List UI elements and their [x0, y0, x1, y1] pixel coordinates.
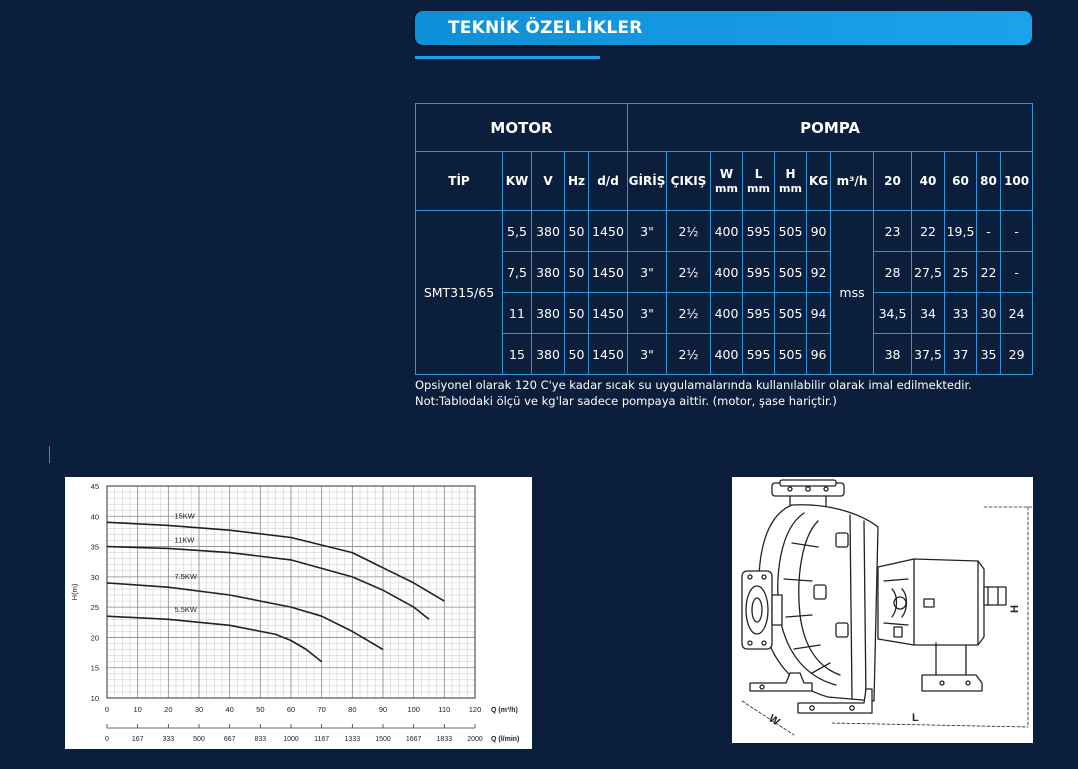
cell-q20: 34,5: [874, 293, 912, 334]
cell-q100: -: [1001, 252, 1033, 293]
dimension-label-h: H: [1009, 605, 1021, 613]
cell-l: 595: [743, 252, 775, 293]
series-label: 15KW: [174, 511, 195, 521]
cell-giris: 3": [628, 334, 667, 375]
cell-v: 380: [532, 334, 565, 375]
notes: [415, 377, 972, 409]
cell-q60: 37: [945, 334, 977, 375]
cell-w: 400: [711, 334, 743, 375]
y-tick-label: 45: [90, 482, 99, 491]
cell-hz: 50: [565, 252, 589, 293]
cell-q60: 25: [945, 252, 977, 293]
model-cell: SMT315/65: [416, 211, 503, 375]
cell-cikis: 2½: [667, 211, 711, 252]
cell-giris: 3": [628, 293, 667, 334]
cell-kw: 11: [503, 293, 532, 334]
cell-v: 380: [532, 211, 565, 252]
y-tick-label: 10: [90, 694, 99, 703]
series-label: 5.5KW: [174, 605, 197, 615]
x2-tick-label: 167: [131, 736, 144, 743]
cell-h: 505: [775, 252, 807, 293]
section-header: [415, 11, 1032, 45]
cell-w: 400: [711, 252, 743, 293]
col-l-label: L: [754, 166, 763, 181]
x-tick-label: 70: [317, 705, 326, 714]
motor-group-header: MOTOR: [416, 104, 628, 152]
col-h-label: H: [785, 166, 796, 181]
cell-v: 380: [532, 293, 565, 334]
col-q80: 80: [977, 152, 1001, 211]
pump-dimension-drawing: [732, 477, 1033, 743]
cell-q80: 22: [977, 252, 1001, 293]
x2-tick-label: 1167: [314, 736, 330, 743]
cell-dd: 1450: [589, 211, 628, 252]
pump-drawing-panel: [732, 477, 1033, 743]
cell-kw: 15: [503, 334, 532, 375]
x-tick-label: 120: [468, 705, 482, 714]
cell-kg: 96: [807, 334, 831, 375]
col-w-unit: mm: [715, 181, 738, 195]
cell-l: 595: [743, 211, 775, 252]
cell-q20: 28: [874, 252, 912, 293]
cell-q100: -: [1001, 211, 1033, 252]
cell-h: 505: [775, 211, 807, 252]
col-m3h: m³/h: [831, 152, 874, 211]
cell-q80: -: [977, 211, 1001, 252]
header-underline: [415, 56, 600, 59]
cell-q40: 22: [912, 211, 945, 252]
x2-tick-label: 333: [162, 736, 175, 743]
y-tick-label: 15: [90, 663, 99, 673]
x-tick-label: 0: [104, 705, 110, 714]
cell-l: 595: [743, 293, 775, 334]
x-tick-label: 60: [286, 705, 296, 714]
table-row: [416, 334, 1033, 375]
table-row: [416, 252, 1033, 293]
dimension-label-l: L: [912, 712, 919, 724]
cell-q60: 19,5: [945, 211, 977, 252]
col-giris: GİRİŞ: [628, 152, 667, 211]
x-tick-label: 30: [194, 705, 204, 714]
col-w: [711, 152, 743, 211]
cell-cikis: 2½: [667, 252, 711, 293]
y-tick-label: 35: [90, 542, 99, 552]
pompa-group-header: POMPA: [628, 104, 1033, 152]
cell-h: 505: [775, 293, 807, 334]
cell-kw: 5,5: [503, 211, 532, 252]
cell-hz: 50: [565, 334, 589, 375]
performance-chart: [65, 477, 532, 749]
x-tick-label: 40: [225, 705, 234, 714]
cell-q40: 37,5: [912, 334, 945, 375]
x2-tick-label: 1333: [344, 736, 361, 743]
head-unit-cell: mss: [831, 211, 874, 375]
cell-l: 595: [743, 334, 775, 375]
cell-dd: 1450: [589, 334, 628, 375]
cell-dd: 1450: [589, 293, 628, 334]
y-tick-label: 40: [90, 512, 99, 522]
x-tick-label: 20: [164, 705, 173, 714]
note-line-2: Not:Tablodaki ölçü ve kg'lar sadece pompaya aittir. (motor, şase hariçtir.): [415, 394, 837, 408]
dimension-label-w: W: [766, 712, 782, 729]
x-tick-label: 110: [438, 705, 451, 714]
section-title: TEKNİK ÖZELLİKLER: [448, 18, 643, 38]
col-l-unit: mm: [747, 181, 770, 195]
col-h-unit: mm: [779, 181, 802, 195]
col-kg: KG: [807, 152, 831, 211]
cell-q20: 38: [874, 334, 912, 375]
cell-kw: 7,5: [503, 252, 532, 293]
performance-chart-panel: [65, 477, 532, 749]
col-w-label: W: [719, 166, 734, 181]
col-q40: 40: [912, 152, 945, 211]
cell-cikis: 2½: [667, 293, 711, 334]
cell-cikis: 2½: [667, 334, 711, 375]
x2-tick-label: 1667: [405, 736, 422, 743]
x-axis-label: Q (m³/h): [491, 707, 518, 714]
x-tick-label: 90: [378, 705, 388, 714]
x-tick-label: 50: [256, 705, 265, 714]
cell-q80: 35: [977, 334, 1001, 375]
x2-tick-label: 1833: [436, 736, 453, 743]
x2-tick-label: 1500: [375, 736, 391, 743]
y-tick-label: 20: [90, 633, 99, 643]
cell-q80: 30: [977, 293, 1001, 334]
col-tip: TİP: [416, 152, 503, 211]
x2-tick-label: 667: [223, 736, 236, 743]
x2-tick-label: 500: [193, 736, 205, 743]
cell-giris: 3": [628, 211, 667, 252]
x-tick-label: 10: [133, 705, 142, 714]
x2-tick-label: 2000: [467, 736, 483, 743]
cell-kg: 90: [807, 211, 831, 252]
spec-table: [415, 103, 1033, 375]
col-cikis: ÇIKIŞ: [667, 152, 711, 211]
note-line-1: Opsiyonel olarak 120 C'ye kadar sıcak su uygulamalarında kullanılabilir olarak imal edilmektedir.: [415, 378, 972, 392]
x-tick-label: 100: [407, 705, 420, 714]
cell-dd: 1450: [589, 252, 628, 293]
table-row: [416, 211, 1033, 252]
col-h: [775, 152, 807, 211]
col-q60: 60: [945, 152, 977, 211]
cell-kg: 92: [807, 252, 831, 293]
cell-q20: 23: [874, 211, 912, 252]
bearing-bracket: [878, 559, 984, 645]
x2-tick-label: 833: [254, 736, 267, 743]
series-label: 11KW: [174, 535, 195, 545]
col-l: [743, 152, 775, 211]
cell-q60: 33: [945, 293, 977, 334]
cell-kg: 94: [807, 293, 831, 334]
col-hz: Hz: [565, 152, 589, 211]
col-q100: 100: [1001, 152, 1033, 211]
x-tick-label: 80: [348, 705, 357, 714]
table-row: [416, 293, 1033, 334]
pump-shaft: [984, 587, 1006, 605]
cell-w: 400: [711, 293, 743, 334]
cell-w: 400: [711, 211, 743, 252]
divider-mark: [49, 446, 50, 463]
col-dd: d/d: [589, 152, 628, 211]
cell-giris: 3": [628, 252, 667, 293]
cell-h: 505: [775, 334, 807, 375]
cell-hz: 50: [565, 293, 589, 334]
cell-q100: 29: [1001, 334, 1033, 375]
col-kw: KW: [503, 152, 532, 211]
y-axis-label: H(m): [70, 583, 79, 601]
y-tick-label: 25: [90, 603, 99, 613]
y-tick-label: 30: [90, 572, 99, 582]
cell-q40: 34: [912, 293, 945, 334]
series-label: 7.5KW: [174, 571, 197, 581]
col-q20: 20: [874, 152, 912, 211]
discharge-flange: [772, 480, 844, 507]
cell-v: 380: [532, 252, 565, 293]
x2-tick-label: 1000: [283, 736, 299, 743]
cell-hz: 50: [565, 211, 589, 252]
x2-tick-label: 0: [105, 736, 109, 743]
cell-q40: 27,5: [912, 252, 945, 293]
col-v: V: [532, 152, 565, 211]
cell-q100: 24: [1001, 293, 1033, 334]
x2-axis-label: Q (l/min): [491, 736, 520, 743]
